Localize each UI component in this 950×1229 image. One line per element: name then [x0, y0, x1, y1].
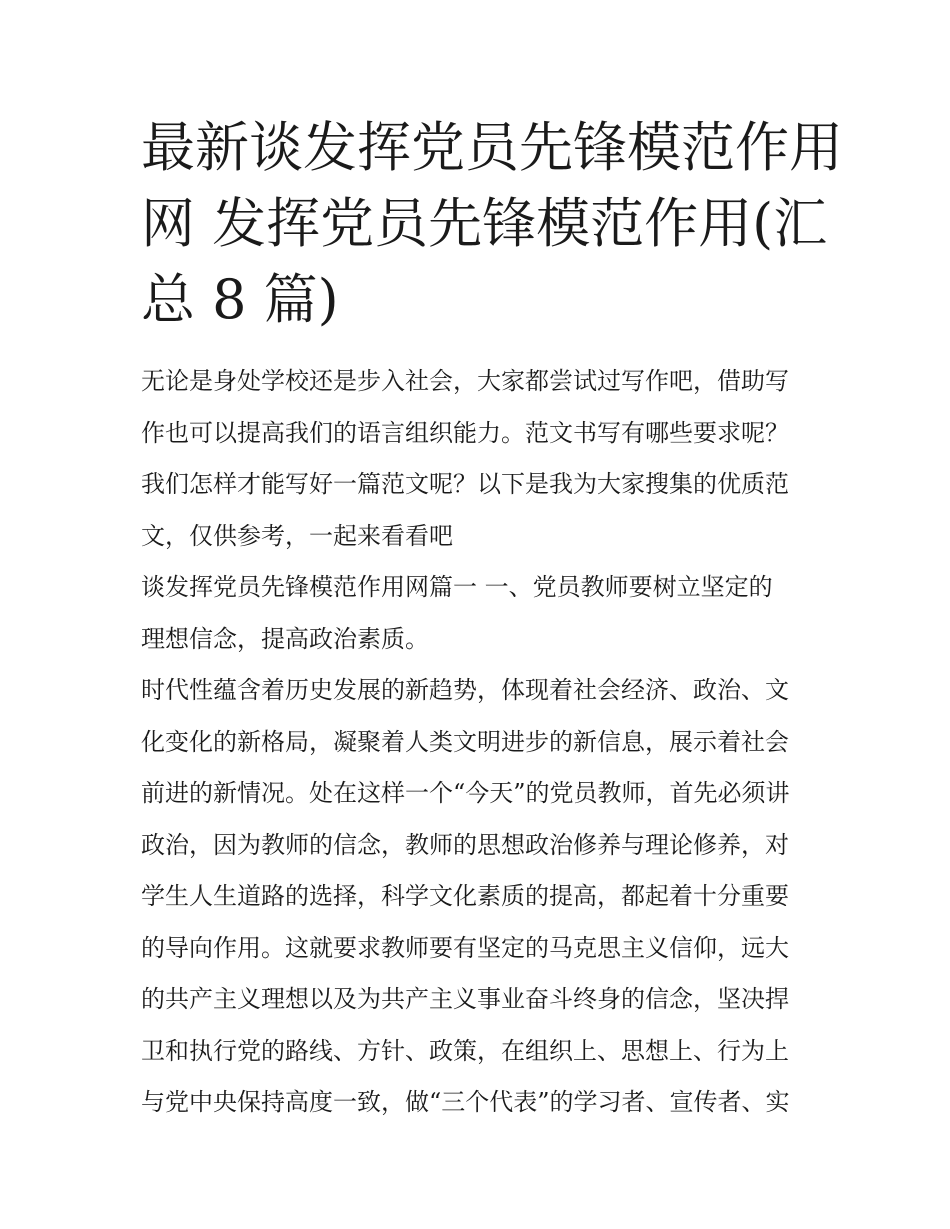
text-line: 文，仅供参考，一起来看看吧 — [141, 521, 453, 550]
body-paragraph — [141, 665, 821, 1129]
text-line: 无论是身处学校还是步入社会，大家都尝试过写作吧，借助写 — [141, 367, 789, 395]
text-line: 的共产主义理想以及为共产主义事业奋斗终身的信念，坚决捍 — [141, 985, 789, 1013]
intro-paragraph — [141, 356, 821, 562]
title-line: 最新谈发挥党员先锋模范作用 — [141, 116, 843, 179]
text-line: 政治，因为教师的信念，教师的思想政治修养与理论修养，对 — [141, 830, 789, 859]
text-line: 的导向作用。这就要求教师要有坚定的马克思主义信仰，远大 — [141, 933, 789, 962]
document-content — [141, 110, 843, 1129]
text-line: 化变化的新格局，凝聚着人类文明进步的新信息，展示着社会 — [141, 727, 789, 756]
text-line: 与党中央保持高度一致，做“三个代表”的学习者、宣传者、实 — [141, 1088, 790, 1116]
text-line: 学生人生道路的选择，科学文化素质的提高，都起着十分重要 — [141, 882, 789, 910]
text-line: 时代性蕴含着历史发展的新趋势，体现着社会经济、政治、文 — [141, 676, 789, 704]
document-title — [141, 110, 843, 338]
title-line: 总 8 篇) — [141, 268, 339, 331]
document-body — [141, 356, 821, 1129]
text-line: 理想信念，提高政治素质。 — [141, 624, 429, 653]
text-line: 前进的新情况。处在这样一个“今天”的党员教师，首先必须讲 — [141, 779, 790, 807]
section-heading-paragraph — [141, 562, 821, 665]
text-line: 作也可以提高我们的语言组织能力。范文书写有哪些要求呢？ — [141, 418, 789, 447]
title-line: 网 发挥党员先锋模范作用(汇 — [141, 192, 828, 255]
text-line: 我们怎样才能写好一篇范文呢？以下是我为大家搜集的优质范 — [141, 470, 789, 498]
text-line: 谈发挥党员先锋模范作用网篇一 一、党员教师要树立坚定的 — [141, 573, 773, 601]
text-line: 卫和执行党的路线、方针、政策，在组织上、思想上、行为上 — [141, 1036, 789, 1065]
